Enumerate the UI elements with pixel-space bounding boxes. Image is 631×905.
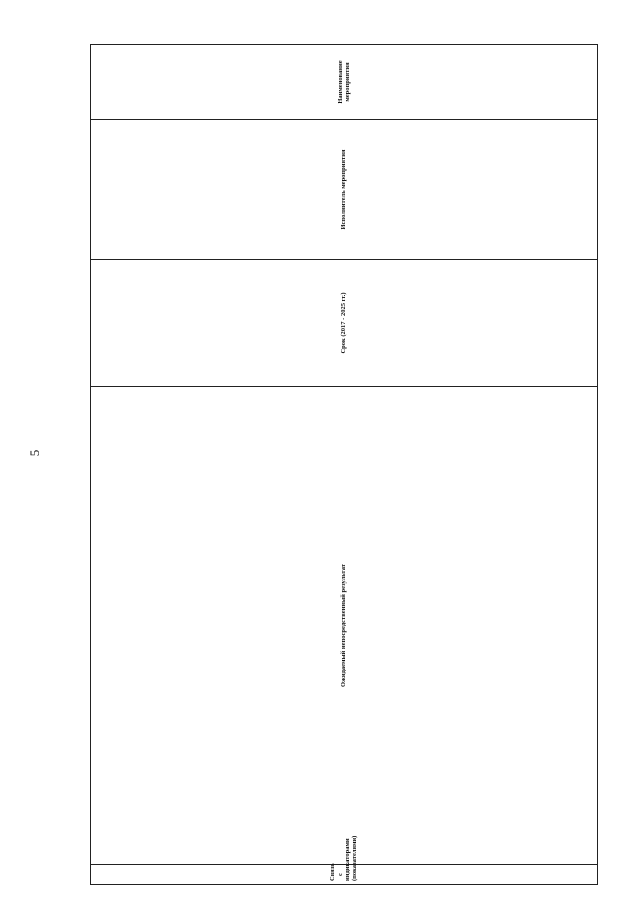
- link-header: Связь с индикаторами (показателями): [91, 865, 598, 885]
- name-header: Наименование мероприятия: [91, 45, 598, 120]
- data-table: [54, 6, 572, 886]
- result-group-header: Ожидаемый непосредственный результат: [91, 387, 598, 865]
- table-stage: [54, 6, 572, 886]
- page-number: 5: [27, 449, 42, 457]
- executor-header: Исполнитель мероприятия: [91, 120, 598, 260]
- term-group-header: Срок (2017 - 2025 гг.): [91, 260, 598, 387]
